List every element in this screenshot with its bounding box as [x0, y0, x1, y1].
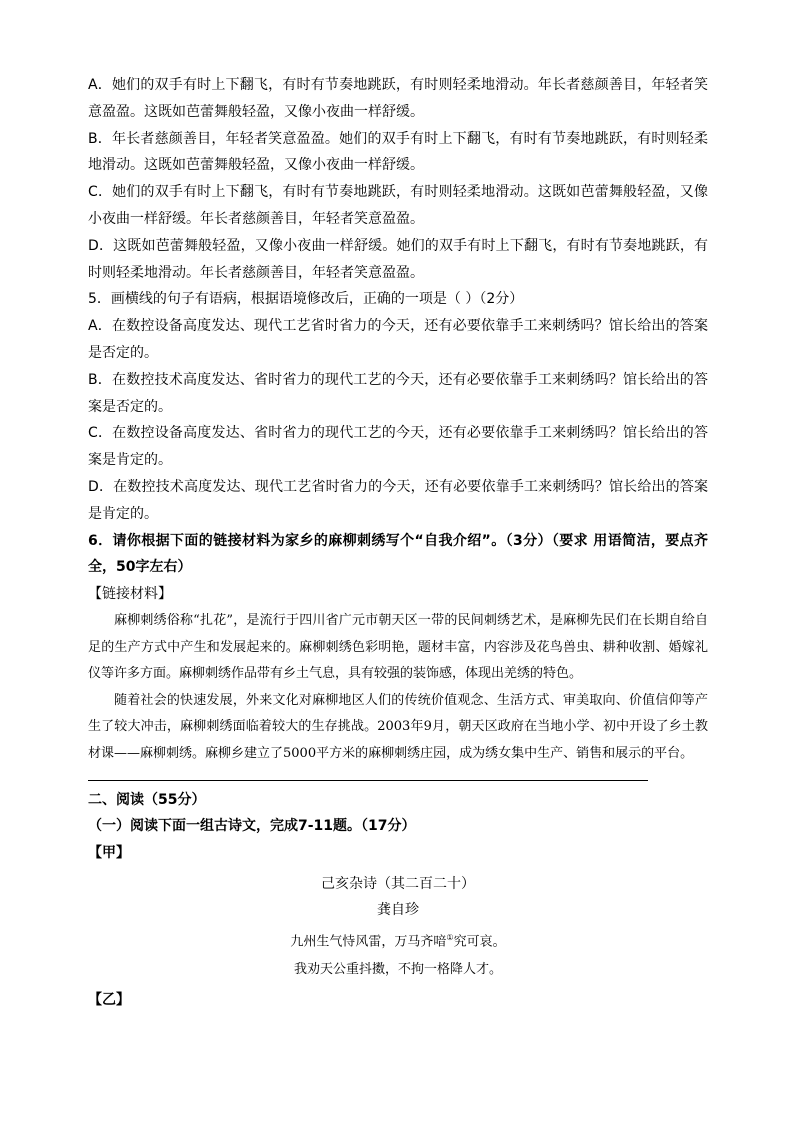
material-label: 【链接材料】	[88, 586, 172, 603]
document-page	[88, 72, 708, 1014]
material-paragraph-2: 随着社会的快速发展，外来文化对麻柳地区人们的传统价值观念、生活方式、审美取向、价值信仰等产生了较大冲击，麻柳刺绣面临着较大的生存挑战。2003年9月，朝天区政府在当地小学、初中开设了乡土教材课——麻柳刺绣。麻柳乡建立了5000平方米的麻柳刺绣庄园，成为绣女集中生产、销售和展示的平台。	[88, 692, 708, 761]
poem-line-1-part-a: 九州生气恃风雷，万马齐喑	[290, 934, 447, 950]
q4-option-d: D．这既如芭蕾舞般轻盈，又像小夜曲一样舒缓。她们的双手有时上下翻飞，有时有节奏地跳跃，有时则轻柔地滑动。年长者慈颜善目，年轻者笑意盈盈。	[88, 237, 708, 281]
jia-label: 【甲】	[88, 845, 130, 862]
q4-option-c: C．她们的双手有时上下翻飞，有时有节奏地跳跃，有时则轻柔地滑动。这既如芭蕾舞般轻盈，又像小夜曲一样舒缓。年长者慈颜善目，年轻者笑意盈盈。	[88, 184, 708, 227]
section-divider	[88, 780, 648, 781]
q5-stem: 5．画横线的句子有语病，根据语境修改后，正确的一项是（ ）（2分）	[88, 291, 524, 308]
section-2-part-1: （一）阅读下面一组古诗文，完成7-11题。（17分）	[88, 818, 416, 835]
q5-option-c: C．在数控设备高度发达、省时省力的现代工艺的今天，还有必要依靠手工来刺绣吗？馆长给出的答案是肯定的。	[88, 425, 708, 469]
poem-line-1	[88, 925, 708, 955]
poem-line-2: 我劝天公重抖擞，不拘一格降人才。	[293, 962, 502, 978]
poem-author: 龚自珍	[377, 901, 419, 918]
q6-stem: 6．请你根据下面的链接材料为家乡的麻柳刺绣写个“自我介绍”。（3分）（要求 用语简洁，要点齐全，50字左右）	[88, 532, 708, 576]
poem-line-1-part-b: 究可哀。	[453, 934, 506, 950]
footnote-marker: ①	[446, 932, 454, 942]
q4-option-a: A．她们的双手有时上下翻飞，有时有节奏地跳跃，有时则轻柔地滑动。年长者慈颜善目，年轻者笑意盈盈。这既如芭蕾舞般轻盈，又像小夜曲一样舒缓。	[88, 77, 708, 120]
yi-label: 【乙】	[88, 992, 130, 1009]
material-paragraph-1: 麻柳刺绣俗称“扎花”，是流行于四川省广元市朝天区一带的民间刺绣艺术，是麻柳先民们在长期自给自足的生产方式中产生和发展起来的。麻柳刺绣色彩明艳，题材丰富，内容涉及花鸟兽虫、耕种收割、婚嫁礼仪等许多方面。麻柳刺绣作品带有乡土气息，具有较强的装饰感，体现出羌绣的特色。	[88, 612, 708, 682]
poem-title: 己亥杂诗（其二百二十）	[321, 875, 475, 892]
section-2-title: 二、阅读（55分）	[88, 791, 206, 808]
q5-option-d: D．在数控技术高度发达、现代工艺省时省力的今天，还有必要依靠手工来刺绣吗？馆长给出的答案是肯定的。	[88, 478, 708, 522]
q5-option-b: B．在数控技术高度发达、省时省力的现代工艺的今天，还有必要依靠手工来刺绣吗？馆长给出的答案是否定的。	[88, 371, 708, 415]
q5-option-a: A．在数控设备高度发达、现代工艺省时省力的今天，还有必要依靠手工来刺绣吗？馆长给出的答案是否定的。	[88, 318, 708, 361]
q4-option-b: B．年长者慈颜善目，年轻者笑意盈盈。她们的双手有时上下翻飞，有时有节奏地跳跃，有时则轻柔地滑动。这既如芭蕾舞般轻盈，又像小夜曲一样舒缓。	[88, 130, 708, 174]
